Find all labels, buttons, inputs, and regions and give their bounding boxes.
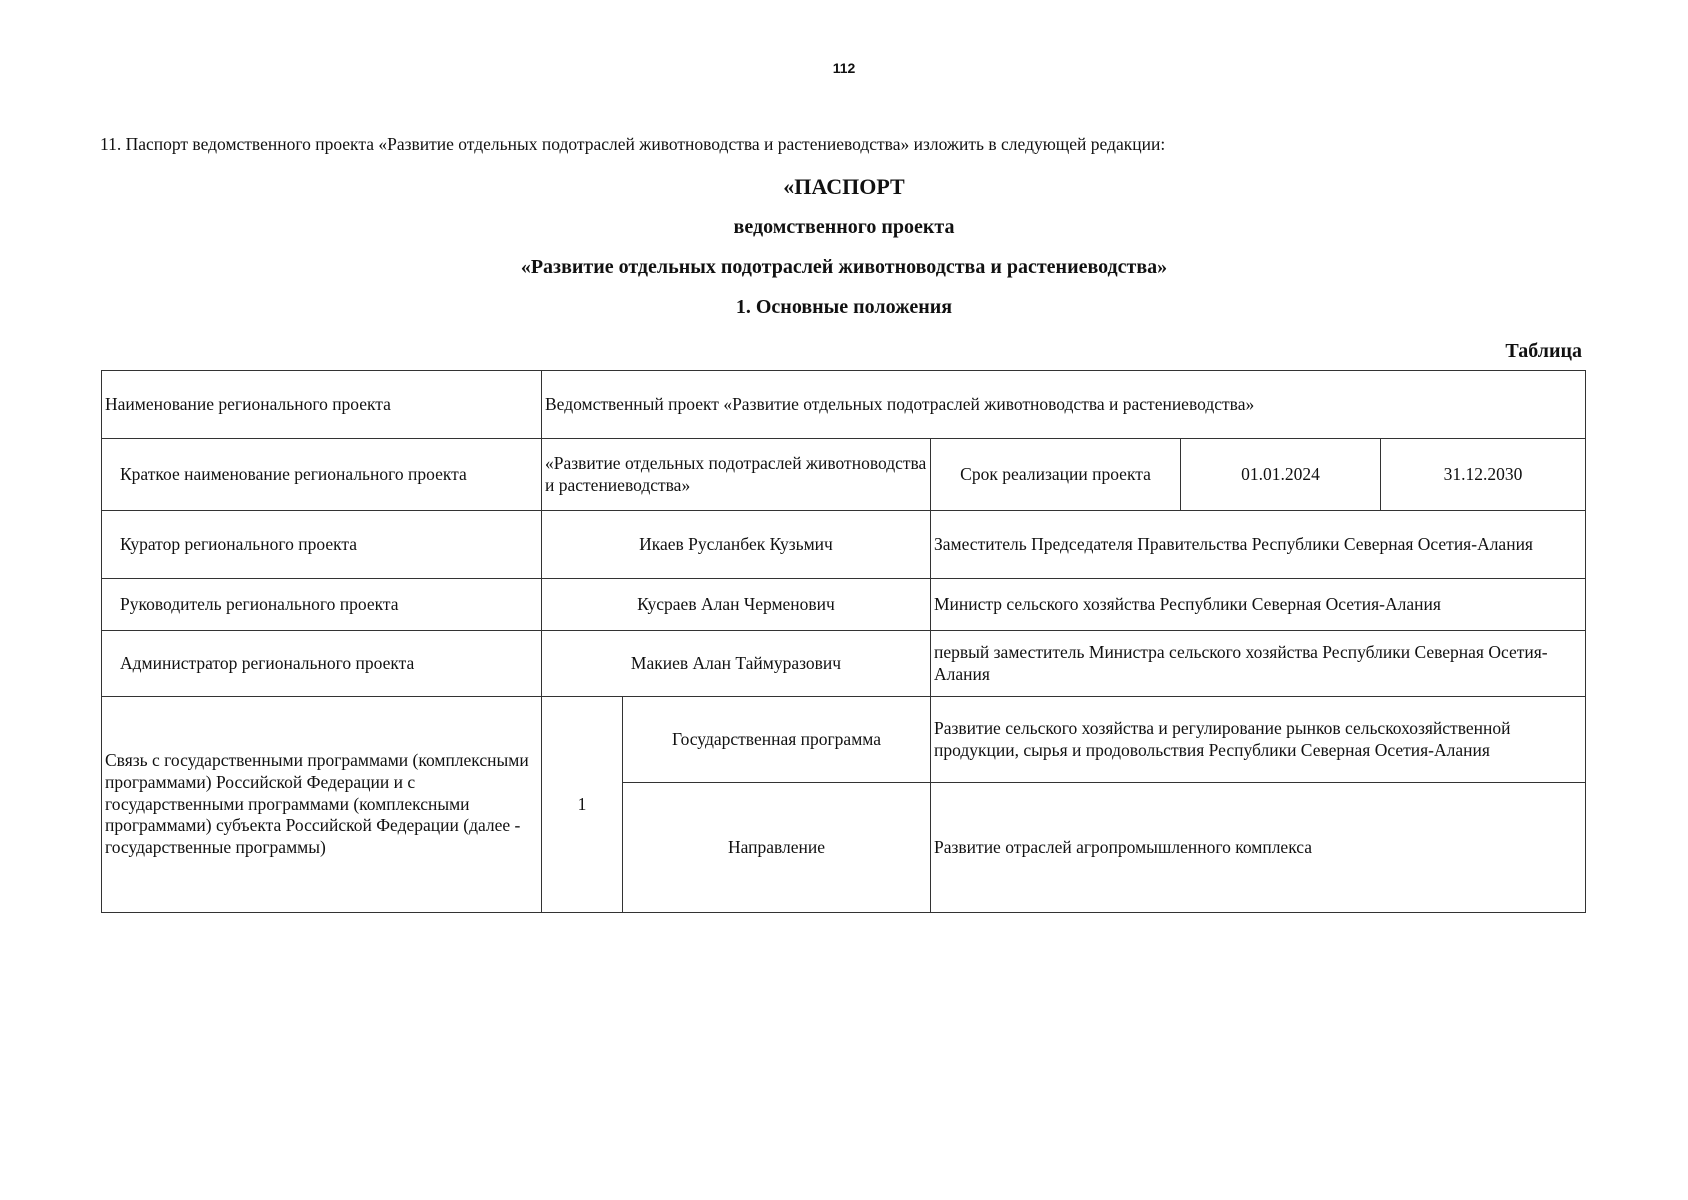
table-row (102, 439, 1586, 511)
intro-paragraph: 11. Паспорт ведомственного проекта «Развитие отдельных подотраслей животноводства и растениеводства» изложить в следующей редакции: (100, 134, 1166, 154)
passport-title: «ПАСПОРТ (783, 174, 905, 199)
admin-name: Макиев Алан Таймуразович (542, 631, 931, 697)
direction-value: Развитие отраслей агропромышленного комплекса (931, 783, 1586, 913)
table-caption: Таблица (1505, 340, 1582, 362)
row-name-label: Наименование регионального проекта (102, 371, 542, 439)
head-position: Министр сельского хозяйства Республики Северная Осетия-Алания (931, 579, 1586, 631)
table-row (102, 511, 1586, 579)
program-label: Государственная программа (623, 697, 931, 783)
direction-label: Направление (623, 783, 931, 913)
row-admin-label: Администратор регионального проекта (102, 631, 542, 697)
row-link-number: 1 (542, 697, 623, 913)
row-short-value: «Развитие отдельных подотраслей животноводства и растениеводства» (542, 439, 931, 511)
passport-subtitle: ведомственного проекта (733, 216, 955, 238)
program-value: Развитие сельского хозяйства и регулирование рынков сельскохозяйственной продукции, сырья и продовольствия Республики Северная Осетия-Алания (931, 697, 1586, 783)
page-number: 112 (832, 60, 856, 76)
row-name-value: Ведомственный проект «Развитие отдельных подотраслей животноводства и растениеводства» (542, 371, 1586, 439)
term-end-date: 31.12.2030 (1381, 439, 1586, 511)
row-short-label: Краткое наименование регионального проекта (102, 439, 542, 511)
admin-position: первый заместитель Министра сельского хозяйства Республики Северная Осетия-Алания (931, 631, 1586, 697)
table-row (102, 697, 1586, 783)
table-row (102, 371, 1586, 439)
passport-table (101, 370, 1586, 913)
term-label: Срок реализации проекта (931, 439, 1181, 511)
section-heading: 1. Основные положения (735, 296, 953, 318)
row-curator-label: Куратор регионального проекта (102, 511, 542, 579)
term-start-date: 01.01.2024 (1181, 439, 1381, 511)
curator-position: Заместитель Председателя Правительства Республики Северная Осетия-Алания (931, 511, 1586, 579)
project-name-heading: «Развитие отдельных подотраслей животноводства и растениеводства» (520, 256, 1168, 278)
row-head-label: Руководитель регионального проекта (102, 579, 542, 631)
head-name: Кусраев Алан Черменович (542, 579, 931, 631)
curator-name: Икаев Русланбек Кузьмич (542, 511, 931, 579)
table-row (102, 579, 1586, 631)
row-link-label: Связь с государственными программами (комплексными программами) Российской Федерации и с государственными программами (комплексными программами) субъекта Российской Федерации (далее - государственные программы) (102, 697, 542, 913)
table-row (102, 631, 1586, 697)
